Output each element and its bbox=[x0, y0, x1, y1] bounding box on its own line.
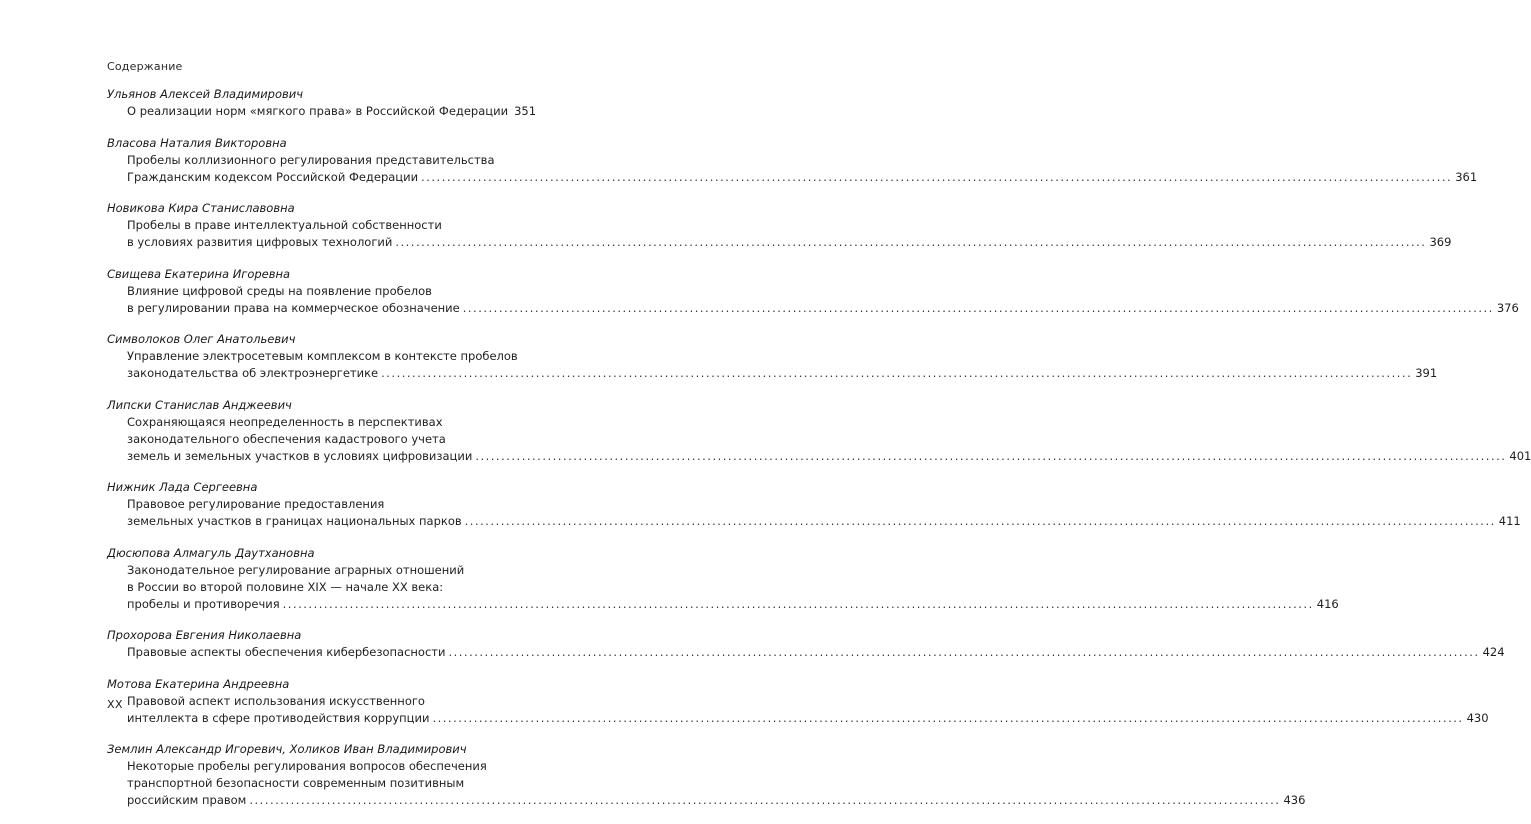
toc-title-text: земель и земельных участков в условиях цифровизации bbox=[127, 448, 473, 463]
toc-author: Ульянов Алексей Владимирович bbox=[107, 87, 304, 101]
toc-title bbox=[107, 103, 537, 120]
toc-title-last-line bbox=[127, 448, 1531, 465]
dot-leader: ........................................................................................................................................................................................................ bbox=[432, 710, 1464, 725]
toc-title-line: Законодательное регулирование аграрных отношений bbox=[127, 562, 465, 577]
toc-page-number[interactable]: 424 bbox=[1482, 645, 1505, 659]
toc-title-line: Некоторые пробелы регулирования вопросов обеспечения bbox=[127, 759, 487, 773]
toc-title bbox=[107, 758, 1306, 809]
toc-title-line: в России во второй половине XIX — начале XX века: bbox=[127, 579, 444, 594]
toc-title-last-line bbox=[127, 103, 537, 120]
toc-page-number[interactable]: 411 bbox=[1498, 514, 1521, 528]
toc-page-number[interactable]: 351 bbox=[514, 104, 537, 118]
toc-entry[interactable] bbox=[107, 135, 1478, 186]
toc-title-last-line bbox=[127, 644, 1505, 661]
toc-title-text: интеллекта в сфере противодействия коррупции bbox=[127, 710, 430, 725]
toc-author: Липски Станислав Анджеевич bbox=[107, 397, 292, 412]
toc-author: Новикова Кира Станиславовна bbox=[107, 201, 295, 215]
dot-leader: ........................................................................................................................................................................................................ bbox=[462, 300, 1494, 315]
toc-author: Землин Александр Игоревич, Холиков Иван Владимирович bbox=[107, 742, 467, 756]
dot-leader: ........................................................................................................................................................................................................ bbox=[464, 514, 1496, 528]
toc-title-line: Пробелы в праве интеллектуальной собственности bbox=[127, 218, 442, 232]
dot-leader: ........................................................................................................................................................................................................ bbox=[249, 793, 1281, 807]
toc-entry[interactable] bbox=[107, 627, 1505, 661]
toc-title-line: Управление электросетевым комплексом в контексте пробелов bbox=[127, 349, 518, 363]
toc-title bbox=[107, 693, 1489, 727]
toc-title-text: Гражданским кодексом Российской Федерации bbox=[127, 169, 419, 184]
toc-title-text: российским правом bbox=[127, 793, 247, 807]
toc-page-number[interactable]: 416 bbox=[1316, 596, 1339, 611]
toc-title bbox=[107, 414, 1531, 465]
toc-title-line: транспортной безопасности современным позитивным bbox=[127, 776, 465, 790]
toc-title-text: пробелы и противоречия bbox=[127, 596, 280, 611]
toc-title-last-line bbox=[127, 234, 1452, 251]
toc-title-text: земельных участков в границах национальных парков bbox=[127, 514, 462, 528]
toc-title bbox=[107, 348, 1438, 382]
toc-title bbox=[107, 562, 1339, 613]
toc-entry[interactable] bbox=[107, 676, 1489, 727]
toc-title-last-line bbox=[127, 169, 1478, 186]
toc-author: Дюсюпова Алмагуль Даутхановна bbox=[107, 545, 315, 560]
toc-title-line: Правовой аспект использования искусственного bbox=[127, 693, 425, 708]
dot-leader: ........................................................................................................................................................................................................ bbox=[448, 645, 1480, 659]
toc-title-line: Правовое регулирование предоставления bbox=[127, 497, 385, 511]
toc-title-last-line bbox=[127, 513, 1521, 530]
toc-entry[interactable] bbox=[107, 479, 1521, 530]
toc-author: Власова Наталия Викторовна bbox=[107, 135, 287, 150]
toc-title bbox=[107, 644, 1505, 661]
toc-entry[interactable] bbox=[107, 331, 1438, 382]
toc-title-line: Сохраняющаяся неопределенность в перспективах bbox=[127, 414, 443, 429]
toc-title bbox=[107, 217, 1452, 251]
toc-page-number[interactable]: 376 bbox=[1496, 300, 1519, 315]
toc-page-number[interactable]: 361 bbox=[1455, 169, 1478, 184]
toc-author: Нижник Лада Сергеевна bbox=[107, 480, 258, 494]
dot-leader: ........................................................................................................................................................................................................ bbox=[421, 169, 1453, 184]
toc-author: Свищева Екатерина Игоревна bbox=[107, 266, 291, 281]
toc-title-line: Пробелы коллизионного регулирования представительства bbox=[127, 152, 495, 167]
toc-entry[interactable] bbox=[107, 741, 1306, 809]
table-of-contents bbox=[107, 86, 1531, 824]
toc-author: Символоков Олег Анатольевич bbox=[107, 332, 296, 346]
page-number: XX bbox=[107, 698, 124, 711]
toc-title-text: законодательства об электроэнергетике bbox=[127, 366, 379, 380]
toc-title-line: законодательного обеспечения кадастрового учета bbox=[127, 431, 446, 446]
toc-entry[interactable] bbox=[107, 266, 1519, 317]
toc-page-number[interactable]: 369 bbox=[1429, 235, 1452, 249]
toc-title bbox=[107, 283, 1519, 317]
toc-entry[interactable] bbox=[107, 86, 537, 120]
dot-leader: ........................................................................................................................................................................................................ bbox=[395, 235, 1427, 249]
dot-leader: ........................................................................................................................................................................................................ bbox=[475, 448, 1507, 463]
toc-page-number[interactable]: 436 bbox=[1283, 793, 1306, 807]
toc-title bbox=[107, 496, 1521, 530]
toc-title-last-line bbox=[127, 365, 1438, 382]
toc-title-text: О реализации норм «мягкого права» в Российской Федерации bbox=[127, 104, 509, 118]
toc-entry[interactable] bbox=[107, 200, 1452, 251]
toc-title-text: Правовые аспекты обеспечения кибербезопасности bbox=[127, 645, 446, 659]
toc-title-line: Влияние цифровой среды на появление пробелов bbox=[127, 283, 432, 298]
toc-title-last-line bbox=[127, 300, 1519, 317]
toc-author: Прохорова Евгения Николаевна bbox=[107, 628, 302, 642]
toc-title-text: в регулировании права на коммерческое обозначение bbox=[127, 300, 460, 315]
dot-leader: ........................................................................................................................................................................................................ bbox=[282, 596, 1314, 611]
toc-title-text: в условиях развития цифровых технологий bbox=[127, 235, 393, 249]
toc-author: Мотова Екатерина Андреевна bbox=[107, 676, 290, 691]
running-head: Содержание bbox=[107, 60, 183, 73]
toc-page-number[interactable]: 391 bbox=[1415, 366, 1438, 380]
toc-title-last-line bbox=[127, 792, 1306, 809]
toc-page-number[interactable]: 401 bbox=[1509, 448, 1531, 463]
toc-title-last-line bbox=[127, 710, 1489, 727]
toc-title bbox=[107, 152, 1478, 186]
toc-page-number[interactable]: 430 bbox=[1466, 710, 1489, 725]
dot-leader: ........................................................................................................................................................................................................ bbox=[381, 366, 1413, 380]
toc-title-last-line bbox=[127, 596, 1339, 613]
toc-entry[interactable] bbox=[107, 397, 1531, 465]
toc-entry[interactable] bbox=[107, 545, 1339, 613]
